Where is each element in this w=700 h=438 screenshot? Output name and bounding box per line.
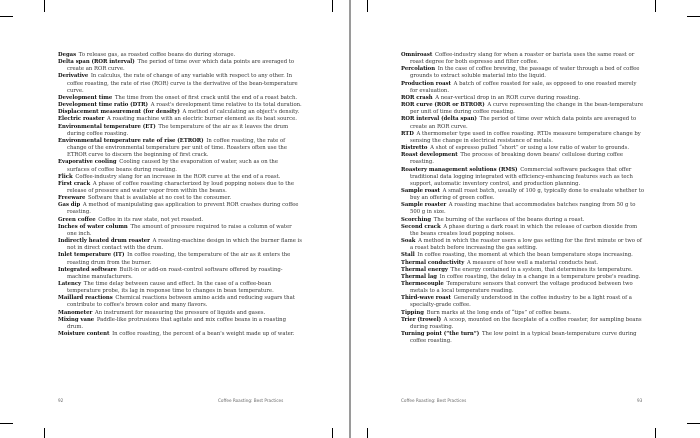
glossary-term: Maillard reactions <box>58 295 113 302</box>
crop-mark <box>367 0 368 12</box>
glossary-entry <box>401 281 645 295</box>
glossary-term: Gas dip <box>58 202 81 209</box>
glossary-entry <box>401 188 645 202</box>
glossary-term: Third-wave roast <box>401 295 451 302</box>
glossary-definition: Chemical reactions between amino acids and reducing sugars that contribute to coffee's brown color and many flavors. <box>67 295 295 309</box>
glossary-term: Inlet temperature (IT) <box>58 252 125 259</box>
glossary-definition: Software that is available at no cost to the consumer. <box>88 195 232 202</box>
glossary-definition: In coffee roasting, the moment at which the bean temperature stops increasing. <box>417 252 633 259</box>
glossary-column-right <box>401 52 645 345</box>
glossary-definition: A roasting-machine design in which the burner flame is not in direct contact with the drum. <box>67 238 302 252</box>
glossary-definition: Built-in or add-on roast-control software offered by roasting-machine manufacturers. <box>67 266 283 280</box>
glossary-definition: In calculus, the rate of change of any variable with respect to any other. In coffee roasting, the rate of rise (ROR) curve is the derivative of the bean-temperature curve. <box>67 73 298 94</box>
glossary-definition: A measure of how well a material conducts heat. <box>466 259 599 266</box>
glossary-term: Percolation <box>401 66 436 73</box>
glossary-definition: A method of calculating an object's density. <box>182 109 300 116</box>
glossary-definition: Coffee-industry slang for an increase in the ROR curve at the end of a roast. <box>75 173 281 180</box>
glossary-term: Manometer <box>58 309 93 316</box>
glossary-term: Scorching <box>401 216 432 223</box>
glossary-column-left <box>58 52 302 338</box>
glossary-term: Freeware <box>58 195 86 202</box>
glossary-term: Development time <box>58 94 113 101</box>
glossary-entry <box>401 167 645 188</box>
glossary-definition: A roasting machine with an electric burner element as its heat source. <box>106 116 297 123</box>
glossary-definition: Burn marks at the long ends of “tips” of coffee beans. <box>426 309 571 316</box>
glossary-entry <box>58 310 302 317</box>
glossary-entry <box>58 252 302 266</box>
glossary-term: Thermocouple <box>401 281 444 287</box>
glossary-definition: A near-vertical drop in an ROR curve during roasting. <box>435 94 581 101</box>
glossary-entry <box>401 202 645 216</box>
glossary-entry <box>58 295 302 309</box>
glossary-definition: The low point in a typical bean-temperature curve during coffee roasting. <box>410 331 637 345</box>
glossary-definition: Coffee in its raw state, not yet roasted. <box>98 216 204 223</box>
glossary-definition: A shot of espresso pulled “short” or using a low ratio of water to grounds. <box>430 145 630 152</box>
glossary-definition: A phase of coffee roasting characterized by loud popping noises due to the release of pressure and water vapor from within the beans. <box>67 180 294 194</box>
crop-mark <box>332 428 333 438</box>
glossary-term: ROR curve (ROR or BTROR) <box>401 102 485 109</box>
glossary-definition: In the case of coffee brewing, the passage of water through a bed of coffee grounds to extract soluble material into the liquid. <box>410 66 640 80</box>
glossary-entry <box>401 295 645 309</box>
glossary-entry <box>58 267 302 281</box>
glossary-entry <box>401 131 645 145</box>
glossary-term: Sample roast <box>401 187 440 194</box>
glossary-term: Thermal energy <box>401 266 449 273</box>
running-footer: Coffee Roasting: Best Practices <box>218 398 284 403</box>
glossary-entry <box>401 274 645 281</box>
glossary-definition: A method in which the roaster users a low gas setting for the first minute or two of a roast batch before increasing the gas setting. <box>410 238 642 252</box>
glossary-term: RTD <box>401 130 414 137</box>
running-footer: Coffee Roasting: Best Practices <box>401 398 467 403</box>
glossary-entry <box>401 116 645 130</box>
right-page <box>351 0 700 438</box>
crop-mark <box>0 423 13 424</box>
glossary-definition: In coffee roasting, the temperature of the air as it enters the roasting drum from the burner. <box>67 252 291 266</box>
glossary-term: Development time ratio (DTR) <box>58 102 149 109</box>
glossary-entry <box>401 267 645 274</box>
glossary-definition: The burning of the surfaces of the beans during a roast. <box>433 216 585 223</box>
crop-mark <box>687 16 700 17</box>
glossary-definition: The period of time over which data points are averaged to create an ROR curve. <box>67 59 295 73</box>
crop-mark <box>44 428 45 438</box>
glossary-term: Production roast <box>401 80 451 87</box>
glossary-definition: A roasting machine that accommodates batches ranging from 50 g to 500 g in size. <box>410 202 636 216</box>
glossary-entry <box>58 73 302 94</box>
glossary-definition: A phase during a dark roast in which the release of carbon dioxide from the beans creates loud popping noises. <box>410 223 638 237</box>
glossary-term: Turning point (“the turn”) <box>401 331 480 338</box>
glossary-entry <box>401 310 645 317</box>
glossary-entry <box>58 59 302 73</box>
glossary-term: Sample roaster <box>401 202 447 209</box>
glossary-term: Inches of water column <box>58 223 128 230</box>
glossary-term: Evaporative cooling <box>58 159 117 166</box>
glossary-definition: To release gas, as roasted coffee beans do during storage. <box>78 52 236 58</box>
glossary-term: Roastery management solutions (RMS) <box>401 166 518 173</box>
crop-mark <box>0 16 13 17</box>
glossary-definition: In coffee roasting, the percent of a bean's weight made up of water. <box>112 331 295 338</box>
glossary-definition: Temperature sensors that convert the voltage produced between two metals to a local temperature reading. <box>410 281 633 295</box>
glossary-term: ROR crash <box>401 94 433 101</box>
glossary-term: Second crack <box>401 223 441 230</box>
glossary-term: First crack <box>58 180 91 187</box>
glossary-term: Stall <box>401 252 415 259</box>
glossary-entry <box>401 102 645 116</box>
glossary-entry <box>58 116 302 123</box>
glossary-term: Derivative <box>58 73 89 80</box>
glossary-entry <box>401 317 645 331</box>
glossary-entry <box>58 195 302 202</box>
glossary-entry <box>401 252 645 259</box>
glossary-definition: In coffee roasting, the delay in a change in a temperature probe's reading. <box>439 273 641 280</box>
glossary-entry <box>58 331 302 338</box>
glossary-term: Flick <box>58 173 73 180</box>
glossary-term: Degas <box>58 52 77 58</box>
glossary-definition: The period of time over which data points are averaged to create an ROR curve. <box>410 116 637 130</box>
glossary-entry <box>401 331 645 345</box>
glossary-definition: A batch of coffee roasted for sale, as opposed to one roasted merely for evaluation. <box>410 80 637 94</box>
glossary-term: Electric roaster <box>58 116 105 123</box>
glossary-term: Displacement measurement (for density) <box>58 109 180 116</box>
glossary-definition: Cooling caused by the evaporation of water, such as on the surfaces of coffee beans during roasting. <box>67 159 278 173</box>
left-page <box>0 0 349 438</box>
glossary-term: Indirectly heated drum roaster <box>58 238 150 245</box>
glossary-definition: A small roast batch, usually of 100 g, typically done to evaluate whether to buy an offering of green coffee. <box>410 187 645 202</box>
glossary-entry <box>58 238 302 252</box>
crop-mark <box>367 428 368 438</box>
crop-mark <box>655 0 656 12</box>
glossary-term: ROR interval (delta span) <box>401 116 477 123</box>
glossary-definition: The process of breaking down beans' cellulose during coffee roasting. <box>410 152 624 166</box>
glossary-term: Roast development <box>401 152 458 159</box>
glossary-term: Mixing vane <box>58 316 95 323</box>
crop-mark <box>687 423 700 424</box>
glossary-entry <box>58 224 302 238</box>
glossary-entry <box>58 217 302 224</box>
glossary-entry <box>58 159 302 173</box>
glossary-definition: Generally understood in the coffee industry to be a light roast of a specialty-grade coffee. <box>410 295 632 309</box>
glossary-definition: Coffee-industry slang for when a roaster or barista uses the same roast or roast degree for both espresso and filter coffee. <box>410 52 635 66</box>
glossary-definition: A method of manipulating gas application to prevent ROR crashes during coffee roasting. <box>67 202 299 216</box>
page-number: 92 <box>58 398 64 403</box>
glossary-definition: A thermometer type used in coffee roasting. RTDs measure temperature change by sensing the change in electrical resistance of metals. <box>410 130 641 144</box>
glossary-entry <box>401 260 645 267</box>
crop-mark <box>655 428 656 438</box>
glossary-definition: A scoop, mounted on the faceplate of a coffee roaster, for sampling beans during roasting. <box>410 316 642 330</box>
glossary-entry <box>401 52 645 66</box>
glossary-term: Integrated software <box>58 266 117 273</box>
glossary-definition: Commercial software packages that offer traditional data logging integrated with efficiency-enhancing features such as tech support, automatic inventory control, and production planning. <box>410 166 633 187</box>
glossary-entry <box>58 202 302 216</box>
glossary-term: Tipping <box>401 309 424 316</box>
crop-mark <box>44 0 45 12</box>
glossary-entry <box>58 181 302 195</box>
glossary-definition: The time from the onset of first crack until the end of a roast batch. <box>114 94 298 101</box>
glossary-entry <box>401 66 645 80</box>
glossary-entry <box>58 109 302 116</box>
glossary-term: Omniroast <box>401 52 433 58</box>
glossary-term: Latency <box>58 281 82 287</box>
glossary-definition: Paddle-like protrusions that agitate and mix coffee beans in a roasting drum. <box>67 316 286 330</box>
glossary-entry <box>401 145 645 152</box>
glossary-entry <box>58 138 302 159</box>
glossary-entry <box>58 124 302 138</box>
glossary-term: Thermal lag <box>401 273 437 280</box>
glossary-term: Green coffee <box>58 216 96 223</box>
glossary-term: Soak <box>401 238 416 245</box>
glossary-entry <box>58 281 302 295</box>
glossary-entry <box>401 224 645 238</box>
glossary-entry <box>401 217 645 224</box>
glossary-definition: The temperature of the air as it leaves the drum during coffee roasting. <box>67 123 289 137</box>
glossary-entry <box>401 152 645 166</box>
glossary-term: Moisture content <box>58 331 110 338</box>
glossary-definition: The amount of pressure required to raise a column of water one inch. <box>67 223 292 237</box>
glossary-term: Delta span (ROR interval) <box>58 59 135 66</box>
glossary-entry <box>58 317 302 331</box>
glossary-term: Environmental temperature rate of rise (ETROR) <box>58 137 204 144</box>
glossary-entry <box>401 238 645 252</box>
crop-mark <box>332 0 333 12</box>
glossary-definition: The energy contained in a system, that determines its temperature. <box>450 266 633 273</box>
glossary-term: Trier (trowel) <box>401 316 442 323</box>
glossary-definition: A roast's development time relative to its total duration. <box>150 102 302 109</box>
glossary-definition: In coffee roasting, the rate of change of the environmental temperature per unit of time. Roasters often use the ETROR curve to discern the beginning of first crack. <box>67 137 287 159</box>
glossary-entry <box>58 174 302 181</box>
glossary-term: Environmental temperature (ET) <box>58 123 156 130</box>
page-number: 93 <box>637 398 643 403</box>
glossary-definition: A curve representing the change in the bean-temperature per unit of time during coffee roasting. <box>410 102 644 116</box>
glossary-entry <box>401 81 645 95</box>
glossary-definition: An instrument for measuring the pressure of liquids and gases. <box>94 309 266 316</box>
glossary-term: Ristretto <box>401 145 428 152</box>
glossary-definition: The time delay between cause and effect. In the case of a coffee-bean temperature probe, its lag in response time to changes in bean temperature. <box>67 281 274 295</box>
glossary-term: Thermal conductivity <box>401 259 465 266</box>
